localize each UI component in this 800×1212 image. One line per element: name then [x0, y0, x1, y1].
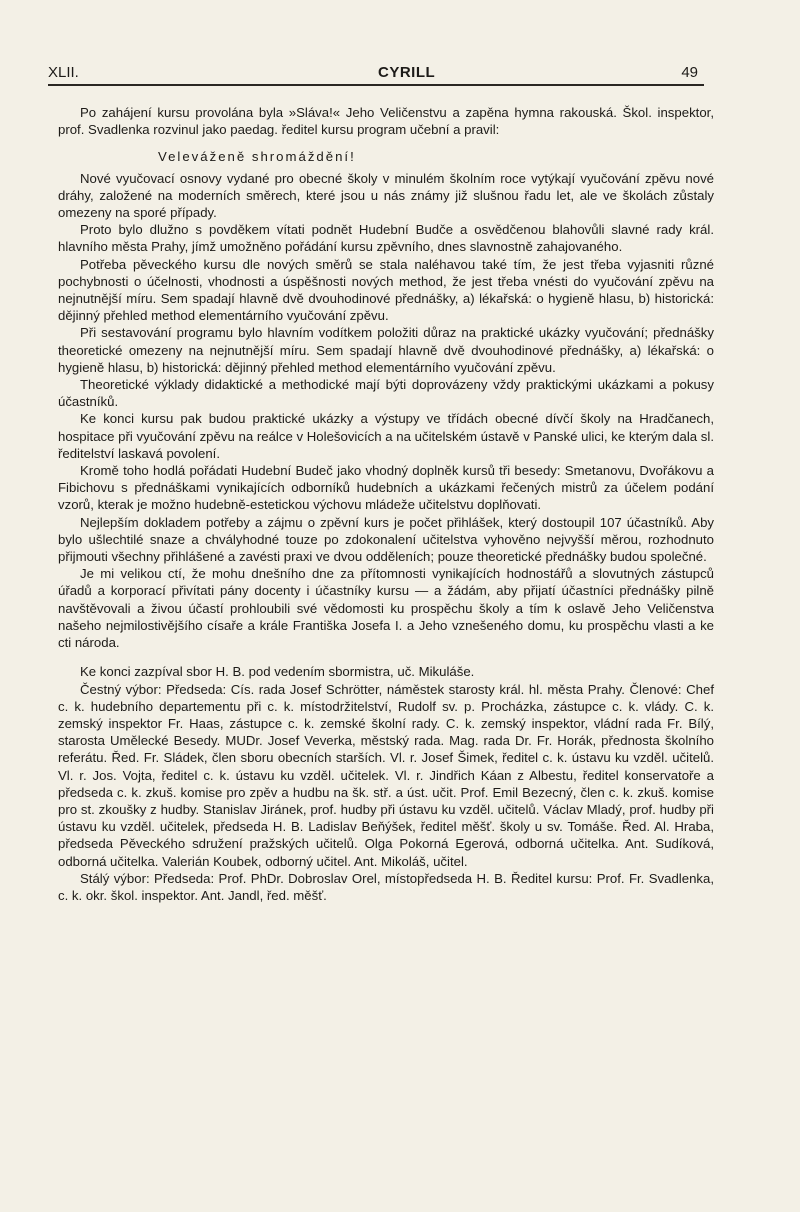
paragraph-choir: Ke konci zazpíval sbor H. B. pod vedením sbormistra, uč. Mikuláše. — [80, 664, 475, 680]
paragraph-honorary-committee: Čestný výbor: Předseda: Cís. rada Josef Schrötter, náměstek starosty král. hl. města Prahy. Členové: Chef c. k. hudebního departementu při c. k. místodržitelství, Rudolf sv. p. Procházka, zástupce c. k. vlády. C. k. zemský inspektor Fr. Haas, zástupce c. k. zemské školní rady. C. k. zemský inspektor, vládní rada Fr. Bílý, starosta Umělecké Besedy. MUDr. Josef Veverka, městský rada. Mag. rada Dr. Fr. Horák, přednosta školního referátu. Řed. Fr. Sládek, člen sboru obecních starších. Vl. r. Josef Šimek, ředitel c. k. ústavu ku vzděl. učitelů. Vl. r. Jos. Vojta, ředitel c. k. ústavu ku vzděl. učitelek. Vl. r. Jindřich Káan z Albestu, ředitel konservatoře a předseda c. k. zkuš. komise pro zpěv a hudbu na šk. stř. a úst. učit. Prof. Emil Bezecný, člen c. k. zkuš. komise pro st. zkoušky z hudby. Stanislav Jiránek, prof. hudby při ústavu ku vzděl. učitelů. Václav Mladý, prof. hudby při ústavu ku vzděl. učitelek, předseda H. B. Ladislav Beňýšek, ředitel měšť. školy u sv. Tomáše. Řed. Al. Hraba, předseda Pěveckého sdružení pražských učitelů. Olga Pokorná Egerová, odborná učitelka. Ant. Sudíková, odborná učitelka. Valerián Koubek, odborný učitel. Ant. Mikoláš, učitel. — [58, 681, 714, 869]
paragraph-thanks: Proto bylo dlužno s povděkem vítati podnět Hudební Budče a osvědčenou blahovůli slavné rady král. hlavního města Prahy, jímž umožněno pořádání kursu zpěvního, dnes slavnostně zahajovaného. — [58, 222, 714, 255]
paragraph-applications: Nejlepším dokladem potřeby a zájmu o zpěvní kurs je počet přihlášek, který dostoupil 107 účastníků. Aby bylo ušlechtilé snaze a chvályhodné touze po zdokonalení učitelstva vyhověno nejvyšší měrou, rozhodnuto přijmouti všechny přihlášené a zavésti praxi ve dvou odděleních; pouze theoretické přednášky budou společné. — [58, 514, 714, 565]
running-header — [48, 64, 698, 84]
paragraph-besedy: Kromě toho hodlá pořádati Hudební Budeč jako vhodný doplněk kursů tři besedy: Smetanovu, Dvořákovu a Fibichovu s přednáškami vynikajících odborníků hudebních a ukázkami řečených mistrů za účelem podání vzorů, kterak je možno hudebně-estetickou výchovu mládeže učitelstvu doplňovati. — [58, 463, 714, 513]
paragraph-opening: Po zahájení kursu provolána byla »Sláva!« Jeho Veličenstvu a zapěna hymna rakouská. Škol. inspektor, prof. Svadlenka rozvinul jako paedag. ředitel kursu program učební a pravil: — [58, 105, 714, 138]
salutation: Veleváženě shromáždění! — [158, 149, 356, 165]
volume-number: XLII. — [48, 64, 79, 81]
article-body — [58, 104, 714, 904]
header-rule — [48, 84, 704, 86]
paragraph-practice: Ke konci kursu pak budou praktické ukázky a výstupy ve třídách obecné dívčí školy na Hradčanech, hospitace při vyučování zpěvu na reálce v Holešovicích a na učitelském ústavě v Panské ulici, ke kterým dala sl. ředitelství laskavá povolení. — [58, 411, 714, 461]
paragraph-curriculum: Nové vyučovací osnovy vydané pro obecné školy v minulém školním roce vytýkají vyučování zpěvu nové dráhy, založené na moderních směrech, které jsou u nás známy již slušnou řadu let, ale ve školách zůstaly omezeny na sporé případy. — [58, 170, 714, 221]
page-number: 49 — [681, 64, 698, 81]
paragraph-need: Potřeba pěveckého kursu dle nových směrů se stala naléhavou také tím, že jest třeba vyjasniti různé pochybnosti o účelnosti, vhodnosti a úspěšnosti nových method, že jest třeba vnésti do vyučování zpěvu na nejnutnější míru. Sem spadají hlavně dvě dvouhodinové přednášky, a) lékařská: o hygieně hlasu, b) historická: dějinný přehled method elementárního vyučování zpěvu. — [58, 256, 714, 324]
paragraph-closing-speech: Je mi velikou ctí, že mohu dnešního dne za přítomnosti vynikajících hodnostářů a slovutných zástupců úřadů a korporací přivítati pány docenty i účastníky kursu — a žádám, aby přijatí účastníci přednášky pilně navštěvovali a živou účastí prohloubili své vědomosti ku prospěchu školy a tím k oslavě Jeho Veličenstva našeho nejmilostivějšího císaře a krále Františka Josefa I. a Jeho vznešeného domu, ku prospěchu vlasti a ke cti národa. — [58, 566, 714, 651]
paragraph-theory: Theoretické výklady didaktické a methodické mají býti doprovázeny vždy praktickými ukázkami a pokusy účastníků. — [58, 377, 714, 410]
journal-title: CYRILL — [378, 64, 436, 81]
paragraph-standing-committee: Stálý výbor: Předseda: Prof. PhDr. Dobroslav Orel, místopředseda H. B. Ředitel kursu: Prof. Fr. Svadlenka, c. k. okr. škol. inspektor. Ant. Jandl, řed. měšť. — [58, 870, 714, 903]
paragraph-program: Při sestavování programu bylo hlavním vodítkem položiti důraz na praktické ukázky vyučování; přednášky theoretické omezeny na nejnutnější míru. Sem spadají hlavně dvě dvouhodinové přednášky, a) lékařská: o hygieně hlasu, b) historická: dějinný přehled method elementárního vyučování zpěvu. — [58, 325, 714, 375]
